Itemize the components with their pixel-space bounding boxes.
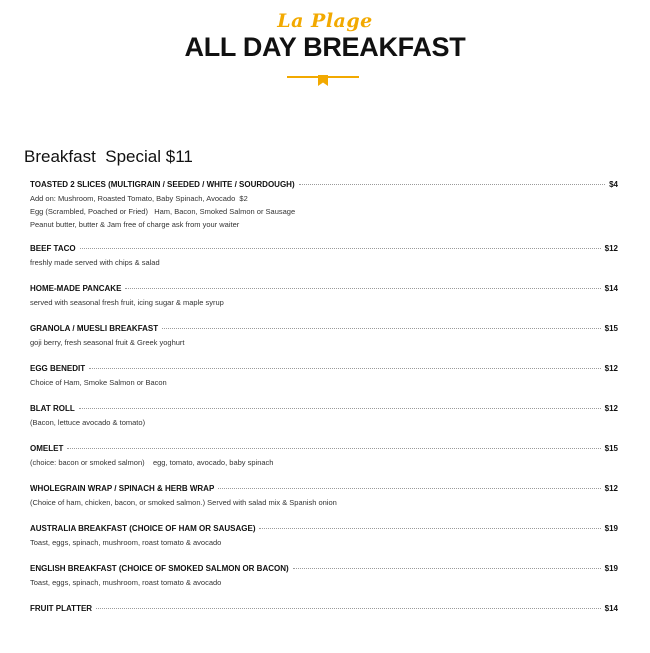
- page-title: ALL DAY BREAKFAST: [184, 32, 466, 62]
- menu-item-row: [30, 324, 618, 336]
- menu-item-row: [30, 244, 618, 256]
- menu-item-description: (choice: bacon or smoked salmon) egg, tomato, avocado, baby spinach: [30, 458, 274, 467]
- dot-leader: [162, 328, 600, 329]
- menu-item-price: $19: [604, 564, 618, 573]
- menu-item-row: [30, 484, 618, 496]
- menu-item-row: [30, 524, 618, 536]
- menu-item-description: Peanut butter, butter & Jam free of charge ask from your waiter: [30, 220, 240, 229]
- menu-item-name: ENGLISH BREAKFAST (CHOICE OF SMOKED SALMON OR BACON): [30, 564, 289, 573]
- menu-item-price: $19: [604, 524, 618, 533]
- menu-item: [30, 364, 618, 389]
- menu-item-price: $14: [604, 604, 618, 613]
- menu-item-name: BLAT ROLL: [30, 404, 75, 413]
- menu-item-description: Choice of Ham, Smoke Salmon or Bacon: [30, 378, 167, 387]
- menu-item: [30, 244, 618, 269]
- menu-item-price: $12: [604, 484, 618, 493]
- ribbon-icon: [318, 75, 328, 86]
- menu-item-name: OMELET: [30, 444, 64, 453]
- menu-item-row: [30, 180, 618, 192]
- menu-item-description: (Bacon, lettuce avocado & tomato): [30, 418, 146, 427]
- menu-item-price: $12: [604, 244, 618, 253]
- menu-item-description: Add on: Mushroom, Roasted Tomato, Baby Spinach, Avocado $2: [30, 194, 248, 203]
- menu-item: [30, 564, 618, 589]
- menu-item-description: (Choice of ham, chicken, bacon, or smoked salmon.) Served with salad mix & Spanish onion: [30, 498, 337, 507]
- menu-item-description: goji berry, fresh seasonal fruit & Greek yoghurt: [30, 338, 185, 347]
- menu-item: [30, 604, 618, 616]
- menu-item-price: $15: [604, 444, 618, 453]
- menu-item-description: served with seasonal fresh fruit, icing sugar & maple syrup: [30, 298, 224, 307]
- menu-item-price: $14: [604, 284, 618, 293]
- menu-item: [30, 284, 618, 309]
- menu-item: [30, 524, 618, 549]
- menu-item-row: [30, 604, 618, 616]
- menu-item: [30, 404, 618, 429]
- menu-item-name: GRANOLA / MUESLI BREAKFAST: [30, 324, 159, 333]
- dot-leader: [67, 448, 600, 449]
- menu-item-name: BEEF TACO: [30, 244, 76, 253]
- dot-leader: [299, 184, 605, 185]
- menu-item-price: $15: [604, 324, 618, 333]
- menu-item-description: freshly made served with chips & salad: [30, 258, 160, 267]
- dot-leader: [293, 568, 601, 569]
- menu-item-name: HOME-MADE PANCAKE: [30, 284, 122, 293]
- menu-item-row: [30, 364, 618, 376]
- menu-item-description: Toast, eggs, spinach, mushroom, roast tomato & avocado: [30, 578, 222, 587]
- menu-item-name: AUSTRALIA BREAKFAST (CHOICE OF HAM OR SAUSAGE): [30, 524, 256, 533]
- dot-leader: [218, 488, 600, 489]
- dot-leader: [80, 248, 601, 249]
- menu-item-price: $12: [604, 404, 618, 413]
- menu-item-price: $4: [609, 180, 618, 189]
- section-title: Breakfast Special $11: [24, 147, 193, 166]
- menu-item: [30, 180, 618, 231]
- menu-item-name: TOASTED 2 SLICES (MULTIGRAIN / SEEDED / WHITE / SOURDOUGH): [30, 180, 295, 189]
- menu-item-price: $12: [604, 364, 618, 373]
- menu-item-name: WHOLEGRAIN WRAP / SPINACH & HERB WRAP: [30, 484, 215, 493]
- menu-item-name: FRUIT PLATTER: [30, 604, 93, 613]
- menu-item: [30, 484, 618, 509]
- dot-leader: [259, 528, 600, 529]
- menu-item-row: [30, 404, 618, 416]
- menu-item-description: Toast, eggs, spinach, mushroom, roast tomato & avocado: [30, 538, 222, 547]
- dot-leader: [79, 408, 601, 409]
- menu-item-description: Egg (Scrambled, Poached or Fried) Ham, Bacon, Smoked Salmon or Sausage: [30, 207, 296, 216]
- menu-item-row: [30, 564, 618, 576]
- dot-leader: [125, 288, 600, 289]
- dot-leader: [89, 368, 601, 369]
- brand-logo-text: La Plage: [277, 10, 373, 32]
- menu-item: [30, 324, 618, 349]
- menu-item-row: [30, 284, 618, 296]
- menu-item: [30, 444, 618, 469]
- dot-leader: [96, 608, 601, 609]
- menu-item-row: [30, 444, 618, 456]
- menu-item-name: EGG BENEDIT: [30, 364, 86, 373]
